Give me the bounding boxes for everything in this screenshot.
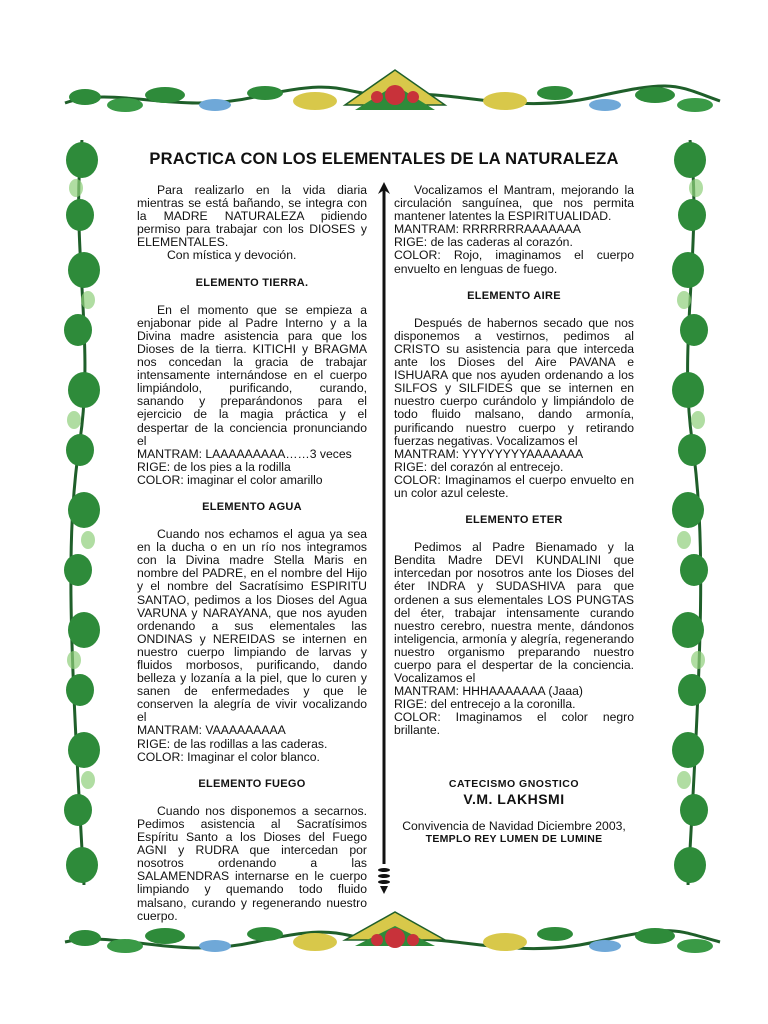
eter-rige: RIGE: del entrecejo a la coronilla. xyxy=(394,697,576,712)
fuego-continuation: Vocalizamos el Mantram, mejorando la circulación sanguínea, que nos permita mantener latentes la ESPIRITUALIDAD. xyxy=(394,183,634,224)
fuego-body: Cuando nos disponemos a secarnos. Pedimos asistencia al Sacratísimos Espíritu Santo a los Dioses del Fuego AGNI y RUDRA que intercedan por nosotros ordenando a las SALAMENDRAS internarse en le cuerpo limpiando y quemando todo fluido malsano, curando y regenerando nuestro cuerpo. xyxy=(137,803,367,923)
intro-line: Con mística y devoción. xyxy=(167,248,297,263)
heading-fuego: ELEMENTO FUEGO xyxy=(198,777,306,790)
left-column xyxy=(137,184,367,923)
intro-paragraph: Para realizarlo en la vida diaria mientras se está bañando, se integra con la MADRE NATURALEZA pidiendo permiso para trabajar con los DIOSES y ELEMENTALES. xyxy=(137,183,367,250)
agua-color: COLOR: Imaginar el color blanco. xyxy=(137,749,320,764)
top-floral-border xyxy=(55,65,730,130)
agua-body: Cuando nos echamos el agua ya sea en la ducha o en un río nos integramos con la Divina madre Stella Maris en nombre del PADRE, en el nombre del Hijo y el nombre del Sacratísimo ESPIRITU SANTAO, pedimos a los Dioses del Agua VARUNA y NARAYANA, que nos ayuden ordenando a sus elementales las ONDINAS y NEREIDAS se internen en nuestro cuerpo limpiando de larvas y fluidos morbosos, purificando, dando belleza y lozanía a la piel, que lo curen y sanen de enfermedades y que le conserven la alegría de vivir vocalizando el xyxy=(137,527,367,725)
aire-body: Después de habernos secado que nos disponemos a vestirnos, pedimos al CRISTO su asistencia para que interceda ante los Dioses del Aire PAVANA e ISHUARA que nos ayuden ordenando a los SILFOS y SILFIDES que se internen en nuestro cuerpo curándolo y limpiándolo de todo fluido malsano, dando armonía, purificando nuestro cuerpo y retirando fuerzas negativas. Vocalizamos el xyxy=(394,315,634,448)
left-vine-border xyxy=(60,140,105,885)
fuego-mantram: MANTRAM: RRRRRRRAAAAAAA xyxy=(394,222,581,237)
fuego-rige: RIGE: de las caderas al corazón. xyxy=(394,235,573,250)
eter-mantram: MANTRAM: HHHAAAAAAA (Jaaa) xyxy=(394,684,583,699)
signature-temple: TEMPLO REY LUMEN DE LUMINE xyxy=(425,832,603,845)
heading-agua: ELEMENTO AGUA xyxy=(202,500,302,513)
eter-color: COLOR: Imaginamos el color negro brillante. xyxy=(394,710,634,738)
agua-mantram: MANTRAM: VAAAAAAAAA xyxy=(137,723,286,738)
center-divider xyxy=(376,182,392,894)
heading-eter: ELEMENTO ETER xyxy=(465,514,563,527)
right-vine-border xyxy=(668,140,713,885)
heading-aire: ELEMENTO AIRE xyxy=(467,289,561,302)
right-column xyxy=(394,184,634,846)
agua-rige: RIGE: de las rodillas a las caderas. xyxy=(137,736,328,751)
aire-mantram: MANTRAM: YYYYYYYYAAAAAAA xyxy=(394,446,584,461)
aire-color: COLOR: Imaginamos el cuerpo envuelto en un color azul celeste. xyxy=(394,472,634,500)
tierra-body: En el momento que se empieza a enjabonar pide al Padre Interno y a la Divina madre asistencia para que los Dioses de la tierra. KITICHI y BRAGMA nos concedan la gracia de trabajar intensamente internándose en el cuerpo limpiándolo, purificando, curando, sanando y preparándonos para el ejercicio de la magia práctica y el despertar de la conciencia pronunciando el xyxy=(137,302,367,448)
tierra-mantram: MANTRAM: LAAAAAAAAA……3 veces xyxy=(137,446,352,461)
tierra-color: COLOR: imaginar el color amarillo xyxy=(137,472,323,487)
aire-rige: RIGE: del corazón al entrecejo. xyxy=(394,459,564,474)
fuego-color: COLOR: Rojo, imaginamos el cuerpo envuelto en lenguas de fuego. xyxy=(394,248,634,276)
eter-body: Pedimos al Padre Bienamado y la Bendita Madre DEVI KUNDALINI que intercedan por nosotros ante los Dioses del éter INDRA y SUDASHIVA para que ordenen a sus elementales LOS PUNGTAS del éter, trabajar intensamente curando nuestro cerebro, nuestra mente, dándonos inteligencia, armonía y alegría, regenerando nuestro organismo preparando nuestro cuerpo para el despertar de la conciencia. Vocalizamos el xyxy=(394,540,634,686)
signature-author: V.M. LAKHSMI xyxy=(463,790,565,807)
page-title: PRACTICA CON LOS ELEMENTALES DE LA NATURALEZA xyxy=(149,150,619,168)
signature-event: Convivencia de Navidad Diciembre 2003, xyxy=(402,818,626,833)
signature-source: CATECISMO GNOSTICO xyxy=(448,777,580,790)
heading-tierra: ELEMENTO TIERRA. xyxy=(195,276,309,289)
tierra-rige: RIGE: de los pies a la rodilla xyxy=(137,459,291,474)
